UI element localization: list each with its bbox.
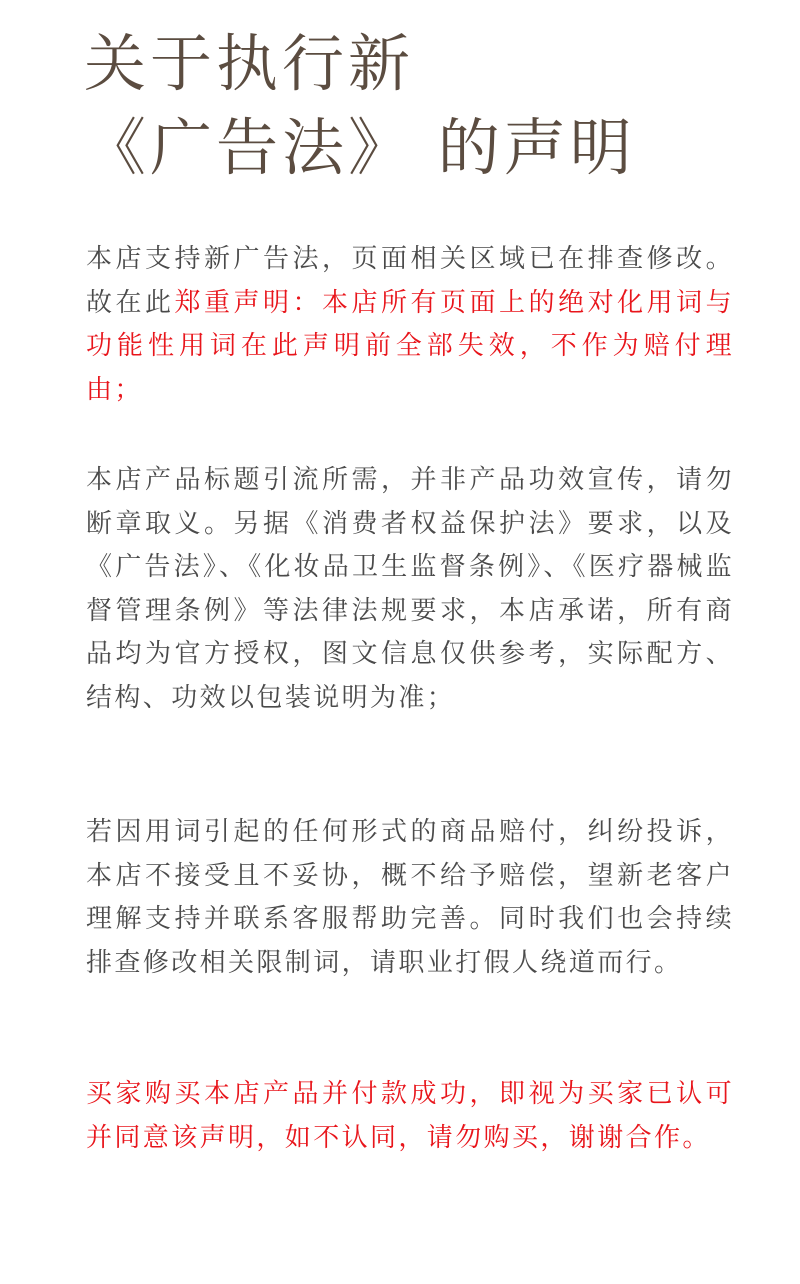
paragraph-purchase-agreement: 买家购买本店产品并付款成功，即视为买家已认可并同意该声明，如不认同，请勿购买，谢谢合作。	[86, 1079, 734, 1153]
title-line-2: 《广告法》 的声明	[84, 111, 636, 184]
solemn-declaration-text: 郑重声明：本店所有页面上的绝对化用词与功能性用词在此声明前全部失效，不作为赔付理由；	[86, 287, 734, 405]
paragraph-title-disclaimer: 本店产品标题引流所需，并非产品功效宣传，请勿断章取义。另据《消费者权益保护法》要求，以及《广告法》、《化妆品卫生监督条例》、《医疗器械监督管理条例》等法律法规要求，本店承诺，所有商品均为官方授权，图文信息仅供参考，实际配方、结构、功效以包装说明为准；	[86, 465, 734, 713]
paragraph-policy-statement	[86, 238, 734, 412]
page-title	[84, 22, 764, 190]
paragraph-compensation-disclaimer: 若因用词引起的任何形式的商品赔付，纠纷投诉，本店不接受且不妥协，概不给予赔偿，望新老客户理解支持并联系客服帮助完善。同时我们也会持续排查修改相关限制词，请职业打假人绕道而行。	[86, 817, 734, 978]
policy-statement-text: 本店支持新广告法，页面相关区域已在排查修改。故在此	[86, 244, 734, 318]
title-line-1: 关于执行新	[84, 27, 415, 100]
